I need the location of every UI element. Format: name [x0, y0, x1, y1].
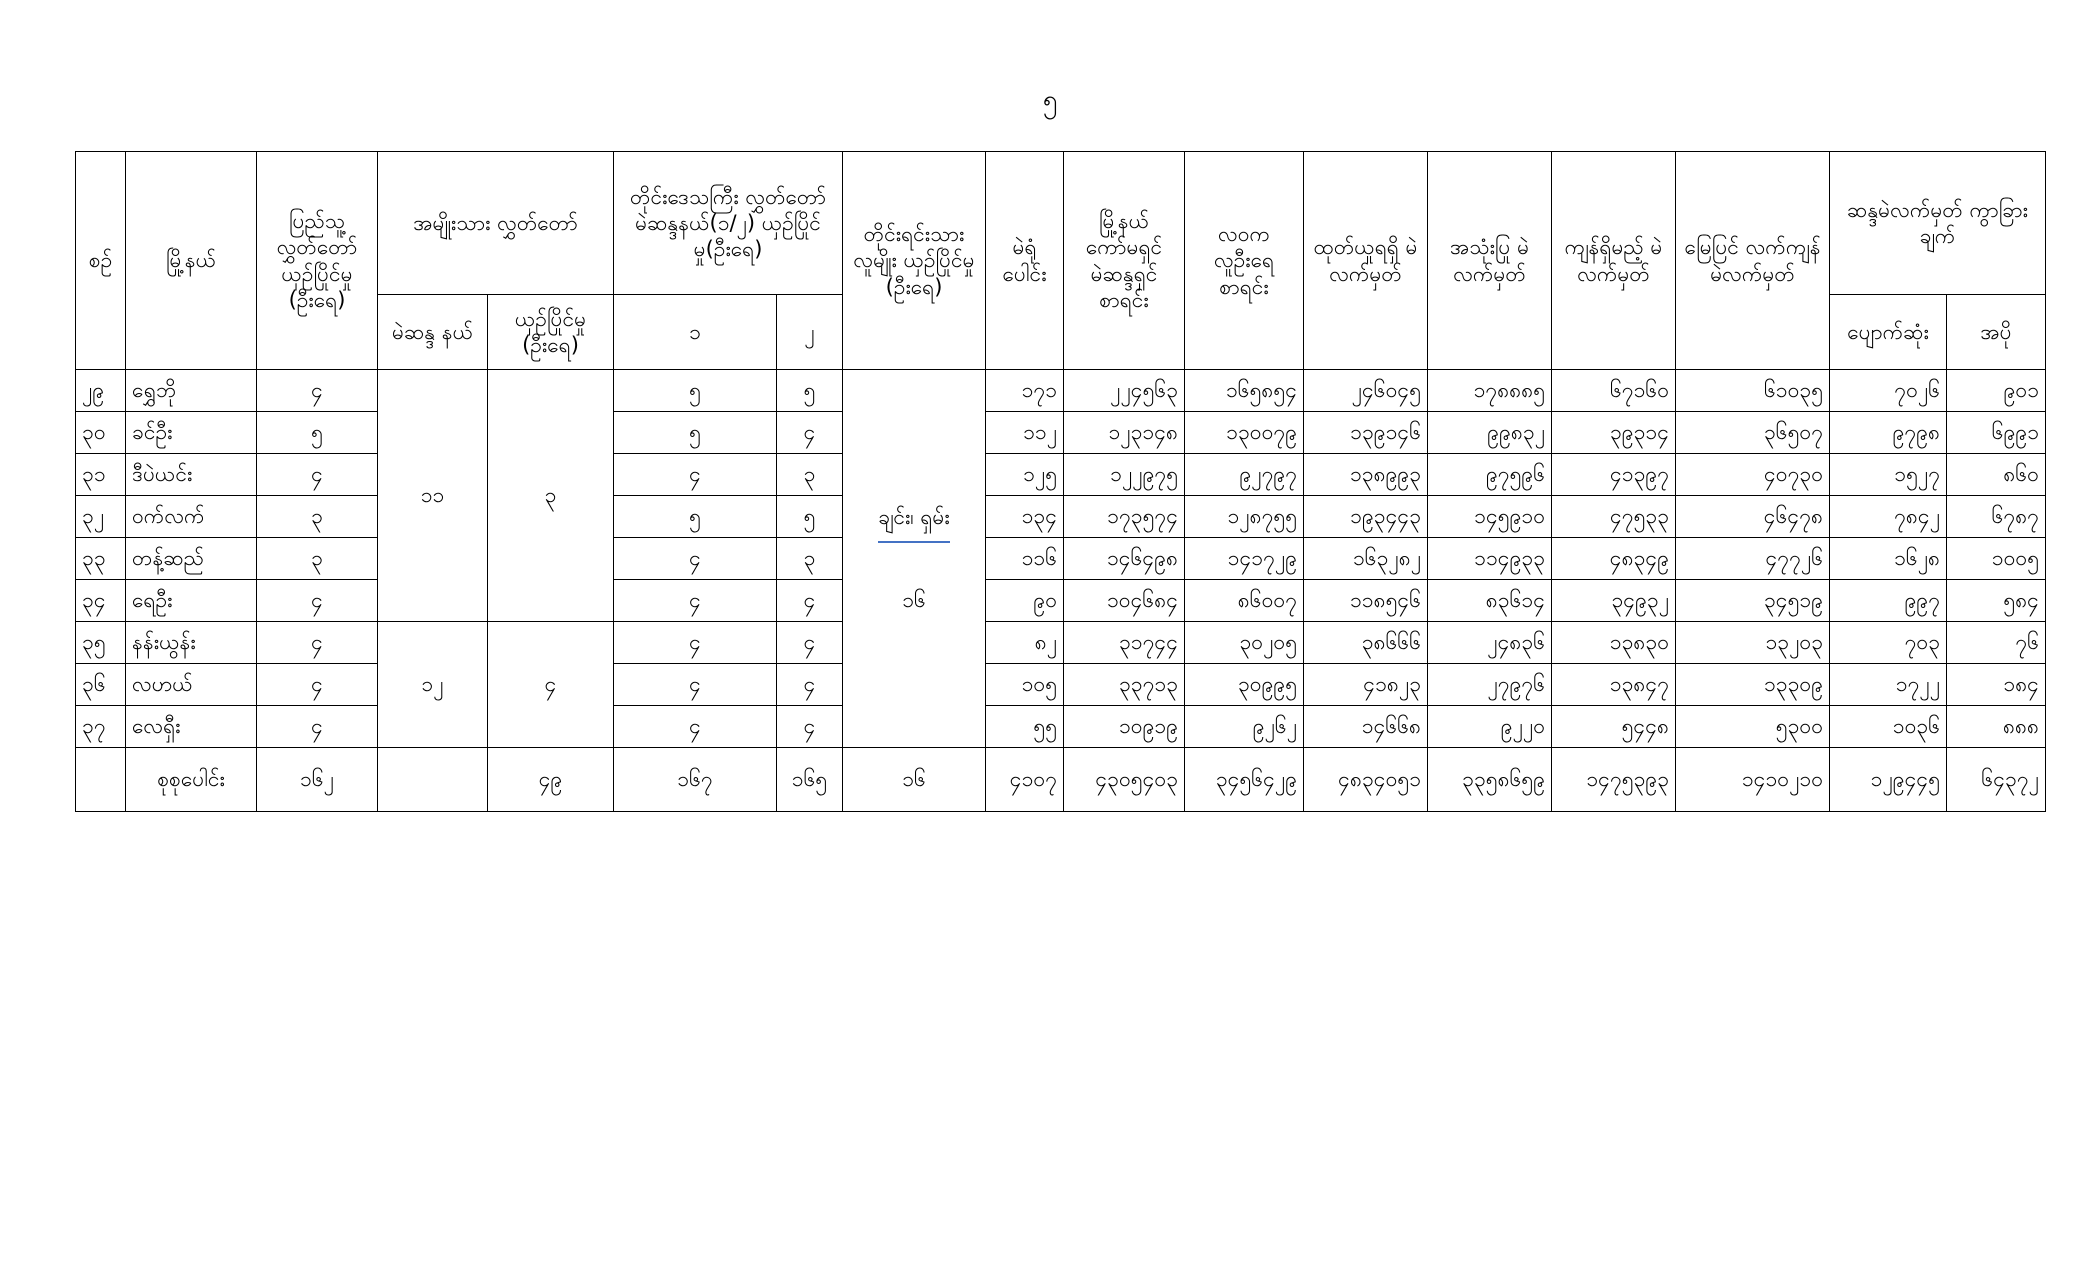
cell-pyithu: ၄ — [257, 622, 378, 664]
total-pyithu: ၁၆၂ — [257, 748, 378, 812]
cell-voters: ၁၀၉၁၉ — [1064, 706, 1185, 748]
cell-issued: ၃၈၆၆၆ — [1304, 622, 1428, 664]
cell-used: ၁၄၅၉၁၀ — [1428, 496, 1552, 538]
cell-remaining: ၁၃၈၄၇ — [1552, 664, 1676, 706]
header-population: လဝက လူဦးရေ စာရင်း — [1185, 152, 1304, 370]
cell-region-2: ၄ — [777, 412, 843, 454]
cell-region-1: ၄ — [614, 622, 777, 664]
total-extra: ၁၄၁၀၂၁၀ — [1676, 748, 1830, 812]
total-label: စုစုပေါင်း — [126, 748, 257, 812]
cell-pyithu: ၅ — [257, 412, 378, 454]
cell-extra: ၄၀၇၃၀ — [1676, 454, 1830, 496]
header-amyotha-candidates: ယှဉ်ပြိုင်မှု (ဦးရေ) — [488, 295, 614, 370]
cell-extra: ၁၃၂၀၃ — [1676, 622, 1830, 664]
cell-more: ၈၆၀ — [1947, 454, 2046, 496]
total-remaining: ၁၄၇၅၃၉၃ — [1552, 748, 1676, 812]
total-amyotha-constituency — [378, 748, 488, 812]
cell-issued: ၁၉၃၄၄၃ — [1304, 496, 1428, 538]
cell-population: ၁၂၈၇၅၅ — [1185, 496, 1304, 538]
cell-amyotha-candidates-group2: ၄ — [488, 622, 614, 748]
cell-amyotha-constituency-group1: ၁၁ — [378, 370, 488, 622]
cell-voters: ၃၁၇၄၄ — [1064, 622, 1185, 664]
cell-population: ၃၀၂၀၅ — [1185, 622, 1304, 664]
table-row — [76, 580, 2046, 622]
cell-less: ၁၇၂၂ — [1830, 664, 1947, 706]
cell-region-2: ၄ — [777, 580, 843, 622]
cell-used: ၈၃၆၁၄ — [1428, 580, 1552, 622]
cell-region-1: ၅ — [614, 412, 777, 454]
cell-no: ၃၇ — [76, 706, 126, 748]
cell-region-2: ၄ — [777, 664, 843, 706]
cell-no: ၃၂ — [76, 496, 126, 538]
cell-remaining: ၁၃၈၃၀ — [1552, 622, 1676, 664]
cell-population: ၉၂၆၂ — [1185, 706, 1304, 748]
cell-stations: ၁၇၁ — [986, 370, 1064, 412]
header-diff: ဆန္ဒမဲလက်မှတ် ကွာခြားချက် — [1830, 152, 2046, 295]
header-used: အသုံးပြု မဲလက်မှတ် — [1428, 152, 1552, 370]
total-less: ၁၂၉၄၄၅ — [1830, 748, 1947, 812]
cell-extra: ၄၇၇၂၆ — [1676, 538, 1830, 580]
cell-extra: ၅၃၀၀ — [1676, 706, 1830, 748]
cell-less: ၉၇၉၈ — [1830, 412, 1947, 454]
cell-more: ၅၈၄ — [1947, 580, 2046, 622]
header-diff-less: ပျောက်ဆုံး — [1830, 295, 1947, 370]
header-row — [76, 152, 2046, 295]
cell-ethnic-merged — [843, 370, 986, 748]
totals-row — [76, 748, 2046, 812]
total-stations: ၄၁၀၇ — [986, 748, 1064, 812]
cell-voters: ၃၃၇၁၃ — [1064, 664, 1185, 706]
cell-stations: ၅၅ — [986, 706, 1064, 748]
cell-less: ၇၀၂၆ — [1830, 370, 1947, 412]
cell-region-1: ၅ — [614, 496, 777, 538]
header-no: စဉ် — [76, 152, 126, 370]
header-region-2: ၂ — [777, 295, 843, 370]
total-region-2: ၁၆၅ — [777, 748, 843, 812]
cell-no: ၃၄ — [76, 580, 126, 622]
cell-region-2: ၅ — [777, 370, 843, 412]
cell-extra: ၃၆၅၀၇ — [1676, 412, 1830, 454]
cell-less: ၁၆၂၈ — [1830, 538, 1947, 580]
cell-region-2: ၄ — [777, 706, 843, 748]
cell-stations: ၁၁၂ — [986, 412, 1064, 454]
table-row — [76, 664, 2046, 706]
table-row — [76, 496, 2046, 538]
cell-township: ရွှေဘို — [126, 370, 257, 412]
cell-less: ၁၅၂၇ — [1830, 454, 1947, 496]
cell-used: ၁၇၈၈၈၅ — [1428, 370, 1552, 412]
cell-township: ဝက်လက် — [126, 496, 257, 538]
cell-township: တန့်ဆည် — [126, 538, 257, 580]
election-results-table — [75, 151, 2046, 812]
cell-township: လေရှီး — [126, 706, 257, 748]
cell-region-2: ၅ — [777, 496, 843, 538]
total-issued: ၄၈၃၄၀၅၁ — [1304, 748, 1428, 812]
cell-less: ၁၀၃၆ — [1830, 706, 1947, 748]
cell-used: ၉၉၈၃၂ — [1428, 412, 1552, 454]
cell-township: နန်းယွန်း — [126, 622, 257, 664]
cell-no: ၃၅ — [76, 622, 126, 664]
total-used: ၃၃၅၈၆၅၉ — [1428, 748, 1552, 812]
cell-issued: ၁၄၆၆၈ — [1304, 706, 1428, 748]
table-row — [76, 370, 2046, 412]
ethnic-party-count: ၁၆ — [902, 587, 926, 612]
cell-no: ၃၀ — [76, 412, 126, 454]
cell-no: ၃၁ — [76, 454, 126, 496]
cell-pyithu: ၄ — [257, 370, 378, 412]
total-region-1: ၁၆၇ — [614, 748, 777, 812]
cell-region-1: ၄ — [614, 538, 777, 580]
header-extra: မြေပြင် လက်ကျန် မဲလက်မှတ် — [1676, 152, 1830, 370]
cell-more: ၈၈၈ — [1947, 706, 2046, 748]
cell-amyotha-candidates-group1: ၃ — [488, 370, 614, 622]
table-row — [76, 412, 2046, 454]
cell-population: ၁၆၅၈၅၄ — [1185, 370, 1304, 412]
page-number: ၅ — [1042, 85, 1058, 115]
cell-township: လဟယ် — [126, 664, 257, 706]
cell-stations: ၁၁၆ — [986, 538, 1064, 580]
cell-region-1: ၄ — [614, 454, 777, 496]
cell-township: ဒီပဲယင်း — [126, 454, 257, 496]
cell-population: ၉၂၇၉၇ — [1185, 454, 1304, 496]
header-voter-list: မြို့နယ် ကော်မရှင် မဲဆန္ဒရှင် စာရင်း — [1064, 152, 1185, 370]
header-amyotha-constituency: မဲဆန္ဒ နယ် — [378, 295, 488, 370]
header-ethnic: တိုင်းရင်းသား လူမျိုး ယှဉ်ပြိုင်မှု (ဦးရေ) — [843, 152, 986, 370]
cell-stations: ၁၃၄ — [986, 496, 1064, 538]
header-remaining: ကျန်ရှိမည့် မဲလက်မှတ် — [1552, 152, 1676, 370]
cell-population: ၃၀၉၉၅ — [1185, 664, 1304, 706]
cell-voters: ၂၂၄၅၆၃ — [1064, 370, 1185, 412]
cell-stations: ၁၂၅ — [986, 454, 1064, 496]
cell-region-2: ၃ — [777, 538, 843, 580]
table-row — [76, 622, 2046, 664]
cell-voters: ၁၇၃၅၇၄ — [1064, 496, 1185, 538]
cell-issued: ၄၁၈၂၃ — [1304, 664, 1428, 706]
cell-no: ၃၆ — [76, 664, 126, 706]
cell-remaining: ၄၈၃၄၉ — [1552, 538, 1676, 580]
cell-pyithu: ၄ — [257, 664, 378, 706]
cell-population: ၈၆၀၀၇ — [1185, 580, 1304, 622]
total-voters: ၄၃၀၅၄၀၃ — [1064, 748, 1185, 812]
cell-remaining: ၃၄၉၃၂ — [1552, 580, 1676, 622]
ethnic-party-name: ချင်း၊ ရှမ်း — [878, 504, 950, 542]
cell-issued: ၁၃၈၉၉၃ — [1304, 454, 1428, 496]
cell-more: ၆၉၉၁ — [1947, 412, 2046, 454]
cell-used: ၉၇၅၉၆ — [1428, 454, 1552, 496]
header-pyithu: ပြည်သူ့ လွှတ်တော် ယှဉ်ပြိုင်မှု (ဦးရေ) — [257, 152, 378, 370]
cell-used: ၂၄၈၃၆ — [1428, 622, 1552, 664]
table-row — [76, 706, 2046, 748]
cell-more: ၉၀၁ — [1947, 370, 2046, 412]
cell-less: ၇၀၃ — [1830, 622, 1947, 664]
cell-population: ၁၄၁၇၂၉ — [1185, 538, 1304, 580]
cell-voters: ၁၂၂၉၇၅ — [1064, 454, 1185, 496]
header-diff-more: အပို — [1947, 295, 2046, 370]
table-row — [76, 538, 2046, 580]
cell-remaining: ၆၇၁၆၀ — [1552, 370, 1676, 412]
cell-more: ၁၀၀၅ — [1947, 538, 2046, 580]
cell-voters: ၁၀၄၆၈၄ — [1064, 580, 1185, 622]
cell-stations: ၉၀ — [986, 580, 1064, 622]
cell-remaining: ၄၁၃၉၇ — [1552, 454, 1676, 496]
cell-pyithu: ၃ — [257, 538, 378, 580]
total-ethnic: ၁၆ — [843, 748, 986, 812]
cell-no: ၃၃ — [76, 538, 126, 580]
total-no-cell — [76, 748, 126, 812]
total-more: ၆၄၃၇၂ — [1947, 748, 2046, 812]
header-region: တိုင်းဒေသကြီး လွှတ်တော် မဲဆန္ဒနယ်(၁/၂) ယှဉ်ပြိုင်မှု(ဦးရေ) — [614, 152, 843, 295]
cell-population: ၁၃၀၀၇၉ — [1185, 412, 1304, 454]
cell-more: ၁၈၄ — [1947, 664, 2046, 706]
cell-remaining: ၄၇၅၃၃ — [1552, 496, 1676, 538]
cell-region-1: ၄ — [614, 580, 777, 622]
cell-issued: ၁၆၃၂၈၂ — [1304, 538, 1428, 580]
cell-township: ရေဦး — [126, 580, 257, 622]
header-issued: ထုတ်ယူရရှိ မဲလက်မှတ် — [1304, 152, 1428, 370]
cell-no: ၂၉ — [76, 370, 126, 412]
cell-region-2: ၃ — [777, 454, 843, 496]
cell-stations: ၈၂ — [986, 622, 1064, 664]
cell-pyithu: ၄ — [257, 454, 378, 496]
cell-extra: ၃၄၅၁၉ — [1676, 580, 1830, 622]
cell-pyithu: ၄ — [257, 580, 378, 622]
cell-less: ၇၈၄၂ — [1830, 496, 1947, 538]
cell-remaining: ၃၉၃၁၄ — [1552, 412, 1676, 454]
cell-pyithu: ၃ — [257, 496, 378, 538]
cell-used: ၁၁၄၉၃၃ — [1428, 538, 1552, 580]
cell-township: ခင်ဦး — [126, 412, 257, 454]
cell-remaining: ၅၄၄၈ — [1552, 706, 1676, 748]
cell-more: ၆၇၈၇ — [1947, 496, 2046, 538]
cell-voters: ၁၄၆၄၉၈ — [1064, 538, 1185, 580]
cell-extra: ၄၆၄၇၈ — [1676, 496, 1830, 538]
cell-voters: ၁၂၃၁၄၈ — [1064, 412, 1185, 454]
header-amyotha: အမျိုးသား လွှတ်တော် — [378, 152, 614, 295]
cell-region-2: ၄ — [777, 622, 843, 664]
cell-issued: ၁၁၈၅၄၆ — [1304, 580, 1428, 622]
cell-region-1: ၄ — [614, 664, 777, 706]
cell-used: ၉၂၂၀ — [1428, 706, 1552, 748]
cell-issued: ၁၃၉၁၄၆ — [1304, 412, 1428, 454]
cell-pyithu: ၄ — [257, 706, 378, 748]
cell-region-1: ၅ — [614, 370, 777, 412]
header-stations: မဲရုံ ပေါင်း — [986, 152, 1064, 370]
cell-amyotha-constituency-group2: ၁၂ — [378, 622, 488, 748]
cell-extra: ၁၃၃၀၉ — [1676, 664, 1830, 706]
cell-issued: ၂၄၆၀၄၅ — [1304, 370, 1428, 412]
total-population: ၃၄၅၆၄၂၉ — [1185, 748, 1304, 812]
table-row — [76, 454, 2046, 496]
cell-used: ၂၇၉၇၆ — [1428, 664, 1552, 706]
header-region-1: ၁ — [614, 295, 777, 370]
cell-less: ၉၉၇ — [1830, 580, 1947, 622]
cell-region-1: ၄ — [614, 706, 777, 748]
cell-more: ၇၆ — [1947, 622, 2046, 664]
header-township: မြို့နယ် — [126, 152, 257, 370]
cell-stations: ၁၀၅ — [986, 664, 1064, 706]
total-amyotha-candidates: ၄၉ — [488, 748, 614, 812]
cell-extra: ၆၁၀၃၅ — [1676, 370, 1830, 412]
